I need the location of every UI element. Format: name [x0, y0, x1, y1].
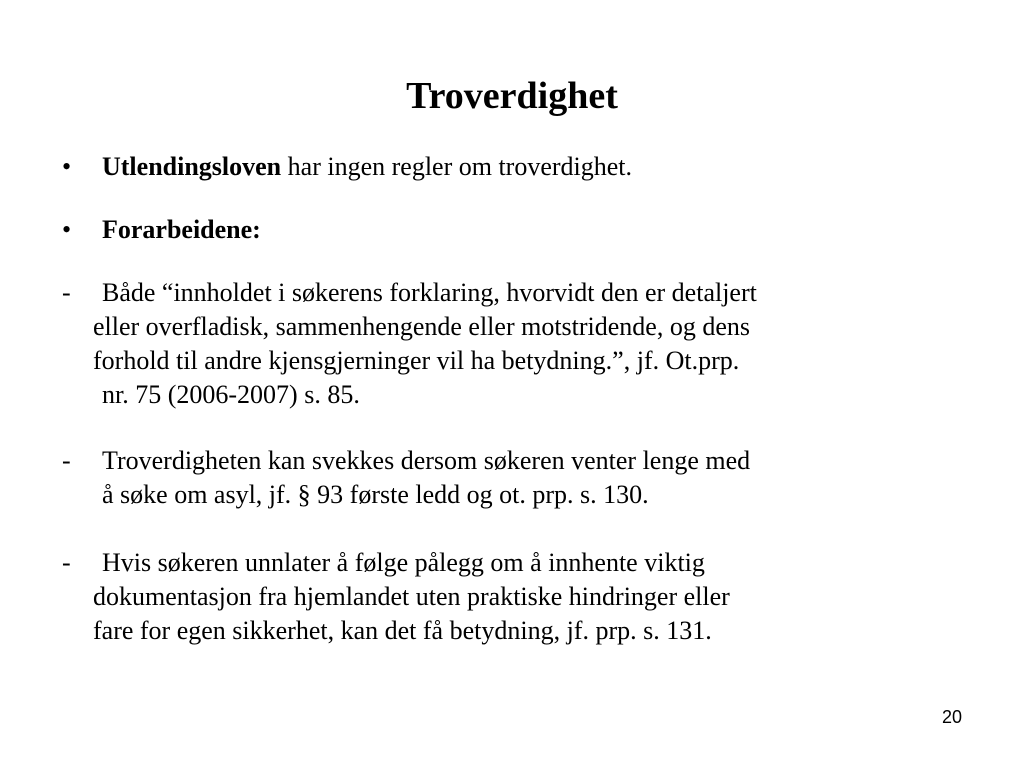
dash-item-line: å søke om asyl, jf. § 93 første ledd og ot. prp. s. 130. — [102, 480, 649, 509]
dash-item-line: dokumentasjon fra hjemlandet uten praktiske hindringer eller — [93, 582, 730, 611]
bullet-marker: • — [62, 152, 72, 181]
dash-item-line: Både “innholdet i søkerens forklaring, hvorvidt den er detaljert — [102, 278, 757, 307]
page-number: 20 — [941, 707, 962, 727]
bullet-marker: • — [62, 215, 72, 244]
bullet-text: har ingen regler om troverdighet. — [281, 152, 633, 181]
bullet-item-forarbeidene — [102, 213, 261, 247]
dash-marker: - — [62, 446, 71, 475]
bullet-bold-term: Forarbeidene: — [102, 215, 261, 244]
bullet-item-utlendingsloven — [102, 150, 632, 184]
slide-title: Troverdighet — [406, 75, 618, 117]
dash-item-line: forhold til andre kjensgjerninger vil ha betydning.”, jf. Ot.prp. — [93, 346, 740, 375]
dash-item-line: fare for egen sikkerhet, kan det få betydning, jf. prp. s. 131. — [93, 616, 712, 645]
dash-item-line: Hvis søkeren unnlater å følge pålegg om å innhente viktig — [102, 548, 705, 577]
dash-item-line: eller overfladisk, sammenhengende eller motstridende, og dens — [93, 312, 751, 341]
bullet-bold-term: Utlendingsloven — [102, 152, 282, 181]
dash-marker: - — [62, 548, 71, 577]
dash-marker: - — [62, 278, 71, 307]
dash-item-line: nr. 75 (2006-2007) s. 85. — [102, 380, 360, 409]
dash-item-line: Troverdigheten kan svekkes dersom søkeren venter lenge med — [102, 446, 751, 475]
